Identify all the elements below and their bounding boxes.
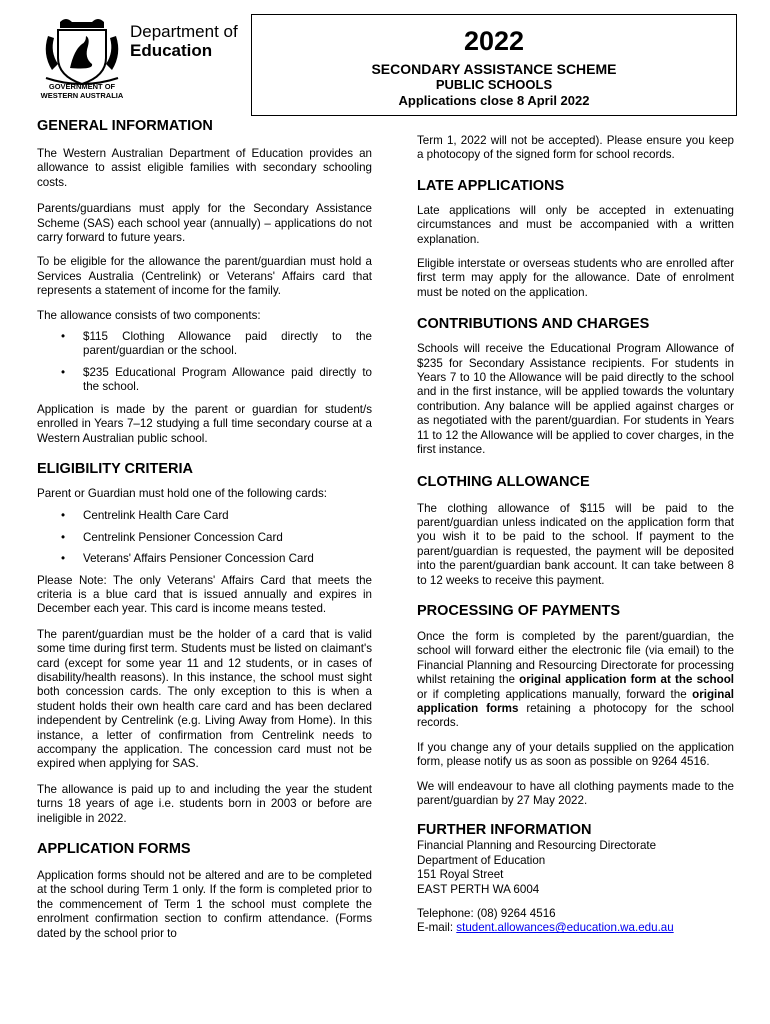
late-heading: LATE APPLICATIONS	[417, 177, 565, 194]
list-item: • Centrelink Health Care Card	[83, 509, 372, 523]
email-label: E-mail:	[417, 921, 457, 935]
forms-heading: APPLICATION FORMS	[37, 841, 191, 858]
late-p1: Late applications will only be accepted in extenuating circumstances and must be accompanied with a written explanation.	[417, 203, 734, 246]
components-list	[37, 330, 372, 395]
eligibility-heading: ELIGIBILITY CRITERIA	[37, 460, 194, 477]
processing-p3: We will endeavour to have all clothing payments made to the parent/guardian by 27 May 2022.	[417, 779, 734, 807]
right-column	[417, 134, 734, 936]
processing-heading: PROCESSING OF PAYMENTS	[417, 602, 621, 619]
scheme-title: SECONDARY ASSISTANCE SCHEME	[371, 61, 617, 77]
contributions-p1: Schools will receive the Educational Program Allowance of $235 for Secondary Assistance recipients. For students in Years 7 to 10 the Allowance will be paid directly to the school and in the first instance, will be applied towards the voluntary contribution. Any balance will be applied against charges or as negotiated with the parent/guardian. For students in Years 11 to 12 the Allowance will be applied to cover charges, in the first instance.	[417, 342, 734, 457]
forms-p1: Application forms should not be altered and are to be completed at the school during Term 1 only. If the form is completed prior to the commencement of Term 1 the school must complete the enrolment confirmation section to confirm attendance. (Forms dated by the school prior to	[37, 869, 372, 940]
close-date: Applications close 8 April 2022	[398, 93, 590, 108]
further-heading: FURTHER INFORMATION	[417, 822, 592, 839]
general-p4: The allowance consists of two components:	[37, 308, 261, 322]
department-name	[130, 22, 238, 60]
address-block	[417, 839, 734, 935]
govt-line-1: GOVERNMENT OF	[48, 82, 116, 91]
clothing-heading: CLOTHING ALLOWANCE	[417, 473, 590, 490]
processing-text: Once the form is completed by the parent/guardian, the school will forward either the electronic file (via email) to the Financial Planning and Resourcing Directorate for processing whilst retaining the	[417, 629, 734, 687]
dept-line-2: Education	[130, 41, 213, 60]
general-p1: The Western Australian Department of Education provides an allowance to assist eligible families with secondary schooling costs.	[37, 147, 372, 189]
address-line: 151 Royal Street	[417, 868, 504, 882]
email-line	[417, 921, 734, 935]
eligibility-p1: Parent or Guardian must hold one of the following cards:	[37, 486, 328, 500]
cards-list	[37, 509, 372, 566]
general-p3: To be eligible for the allowance the parent/guardian must hold a Services Australia (Centrelink) or Veterans' Affairs card that represents a statement of income for the family.	[37, 255, 372, 298]
processing-text: retaining a photocopy for the school records.	[417, 701, 734, 730]
general-p2: Parents/guardians must apply for the Secondary Assistance Scheme (SAS) each school year (annually) – applications do not carry forward to future years.	[37, 202, 372, 245]
late-p2: Eligible interstate or overseas students who are enrolled after first term may apply for the allowance. Date of enrolment must be noted on the application.	[417, 257, 734, 299]
processing-p1	[417, 630, 734, 731]
processing-bold-text: original application form at the school	[519, 673, 734, 687]
govt-line-2: WESTERN AUSTRALIA	[40, 91, 124, 100]
address-line: Department of Education	[417, 853, 546, 867]
general-heading: GENERAL INFORMATION	[37, 118, 213, 134]
processing-p2: If you change any of your details supplied on the application form, please notify us as soon as possible on 9264 4516.	[417, 740, 734, 769]
address-line: Financial Planning and Resourcing Directorate	[417, 839, 657, 853]
list-item: • $235 Educational Program Allowance paid directly to the school.	[83, 366, 372, 395]
forms-p1-continued: Term 1, 2022 will not be accepted). Please ensure you keep a photocopy of the signed form for school records.	[417, 134, 734, 162]
government-label	[36, 82, 128, 100]
eligibility-p3: The parent/guardian must be the holder of a card that is valid some time during first term. Students must be listed on claimant's card (except for some year 11 and 12 students, or in cases of disability/health reasons). In this instance, the school must sight both concession cards. The only exception to this is when a student holds their own health care card and has been declared independent by Centrelink (e.g. Living Away from Home). In this instance, a letter of confirmation from Centrelink needs to accompany the application. The concession card must not be expired when applying for SAS.	[37, 627, 372, 771]
clothing-p1: The clothing allowance of $115 will be paid to the parent/guardian unless indicated on the application form that you wish it to be paid to the school. If payment to the parent/guardian is requested, the payment will be deposited into the parent/guardian bank account. It can take between 8 to 12 weeks to receive this payment.	[417, 501, 734, 587]
general-p5: Application is made by the parent or guardian for student/s enrolled in Years 7–12 studying a full time secondary course at a Western Australian public school.	[37, 402, 372, 445]
list-item: • Centrelink Pensioner Concession Card	[83, 531, 372, 545]
dept-line-1: Department of	[130, 22, 238, 41]
scheme-subtitle: PUBLIC SCHOOLS	[435, 77, 553, 92]
left-column	[37, 117, 372, 941]
processing-bold-text: original application forms	[417, 687, 734, 715]
email-link[interactable]: student.allowances@education.wa.edu.au	[456, 921, 674, 935]
eligibility-p4: The allowance is paid up to and including the year the student turns 18 years of age i.e. students born in 2003 or before are ineligible in 2022.	[37, 782, 372, 825]
list-item: • $115 Clothing Allowance paid directly to the parent/guardian or the school.	[83, 330, 372, 359]
year-title: 2022	[463, 26, 525, 56]
processing-text: or if completing applications manually, forward the	[417, 687, 693, 701]
address-line: EAST PERTH WA 6004	[417, 882, 540, 896]
title-box	[251, 14, 737, 116]
eligibility-p2: Please Note: The only Veterans' Affairs Card that meets the criteria is a blue card that is issued annually and expires in December each year. This card is income means tested.	[37, 573, 372, 616]
phone: Telephone: (08) 9264 4516	[417, 907, 556, 921]
list-item: • Veterans' Affairs Pensioner Concession Card	[83, 552, 372, 566]
contributions-heading: CONTRIBUTIONS AND CHARGES	[417, 316, 650, 333]
